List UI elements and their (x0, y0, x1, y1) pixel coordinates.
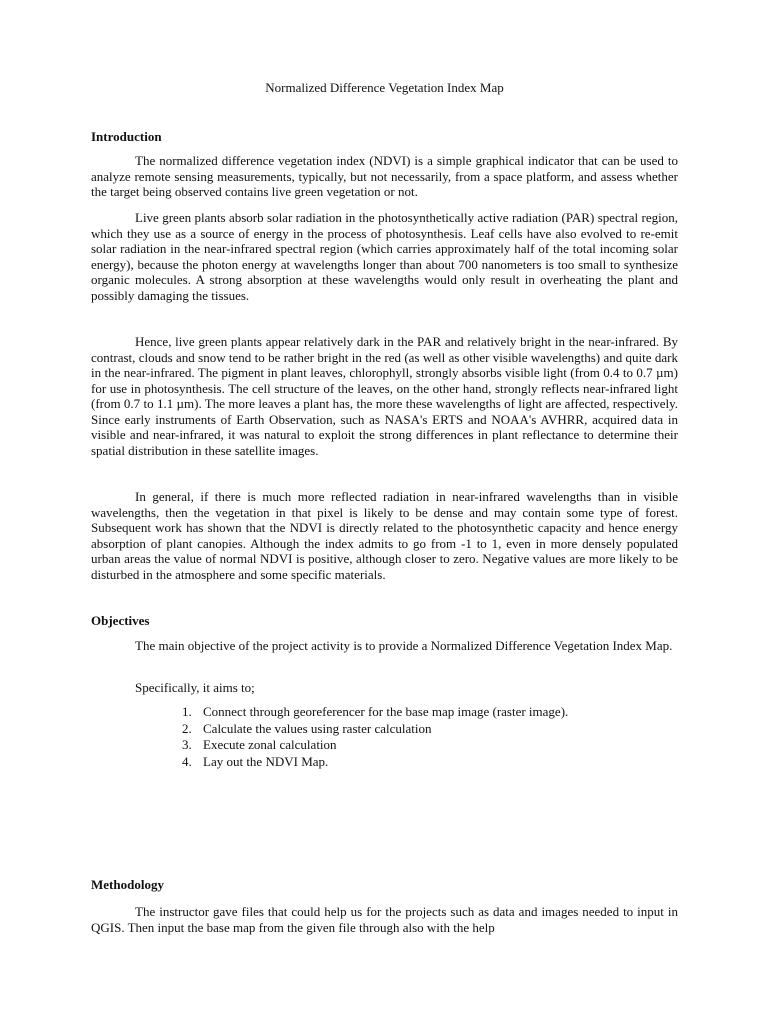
intro-paragraph-4: In general, if there is much more reflected radiation in near-infrared wavelengths than in visible wavelengths, then the vegetation in that pixel is likely to be dense and may contain some type of forest. Subsequent work has shown that the NDVI is directly related to the photosynthetic capacity and hence energy absorption of plant canopies. Although the index admits to go from -1 to 1, even in more densely populated urban areas the value of normal NDVI is positive, although closer to zero. Negative values are more likely to be disturbed in the atmosphere and some specific materials. (91, 489, 678, 582)
objectives-steps-list (182, 704, 568, 770)
list-item-text: Calculate the values using raster calculation (203, 720, 432, 736)
objectives-main-paragraph: The main objective of the project activity is to provide a Normalized Difference Vegetation Index Map. (135, 638, 673, 653)
list-item-number: 2. (182, 720, 192, 736)
document-title: Normalized Difference Vegetation Index Map (265, 80, 504, 95)
intro-paragraph-3: Hence, live green plants appear relatively dark in the PAR and relatively bright in the near-infrared. By contrast, clouds and snow tend to be rather bright in the red (as well as other visible wavelengths) and quite dark in the near-infrared. The pigment in plant leaves, chlorophyll, strongly absorbs visible light (from 0.4 to 0.7 µm) for use in photosynthesis. The cell structure of the leaves, on the other hand, strongly reflects near-infrared light (from 0.7 to 1.1 µm). The more leaves a plant has, the more these wavelengths of light are affected, respectively. Since early instruments of Earth Observation, such as NASA's ERTS and NOAA's AVHRR, acquired data in visible and near-infrared, it was natural to exploit the strong differences in plant reflectance to determine their spatial distribution in these satellite images. (91, 334, 678, 458)
list-item (182, 737, 568, 754)
list-item-text: Lay out the NDVI Map. (203, 753, 329, 769)
intro-paragraph-2: Live green plants absorb solar radiation in the photosynthetically active radiation (PAR) spectral region, which they use as a source of energy in the process of photosynthesis. Leaf cells have also evolved to re-emit solar radiation in the near-infrared spectral region (which carries approximately half of the total incoming solar energy), because the photon energy at wavelengths longer than about 700 nanometers is too small to synthesize organic molecules. A strong absorption at these wavelengths would only result in overheating the plant and possibly damaging the tissues. (91, 210, 678, 303)
list-item-number: 4. (182, 753, 192, 769)
objectives-heading: Objectives (91, 613, 150, 628)
list-item-number: 3. (182, 737, 192, 752)
list-item-number: 1. (182, 704, 192, 719)
list-item-text: Connect through georeferencer for the base map image (raster image). (203, 704, 569, 719)
introduction-heading: Introduction (91, 129, 162, 144)
intro-paragraph-1: The normalized difference vegetation index (NDVI) is a simple graphical indicator that can be used to analyze remote sensing measurements, typically, but not necessarily, from a space platform, and assess whether the target being observed contains live green vegetation or not. (91, 153, 678, 199)
list-item-text: Execute zonal calculation (203, 737, 337, 752)
list-item (182, 754, 568, 771)
objectives-specifically: Specifically, it aims to; (135, 680, 255, 695)
list-item (182, 704, 568, 721)
methodology-heading: Methodology (91, 877, 164, 892)
methodology-paragraph: The instructor gave files that could help us for the projects such as data and images needed to input in QGIS. Then input the base map from the given file through also with the help (91, 904, 678, 935)
list-item (182, 721, 568, 738)
